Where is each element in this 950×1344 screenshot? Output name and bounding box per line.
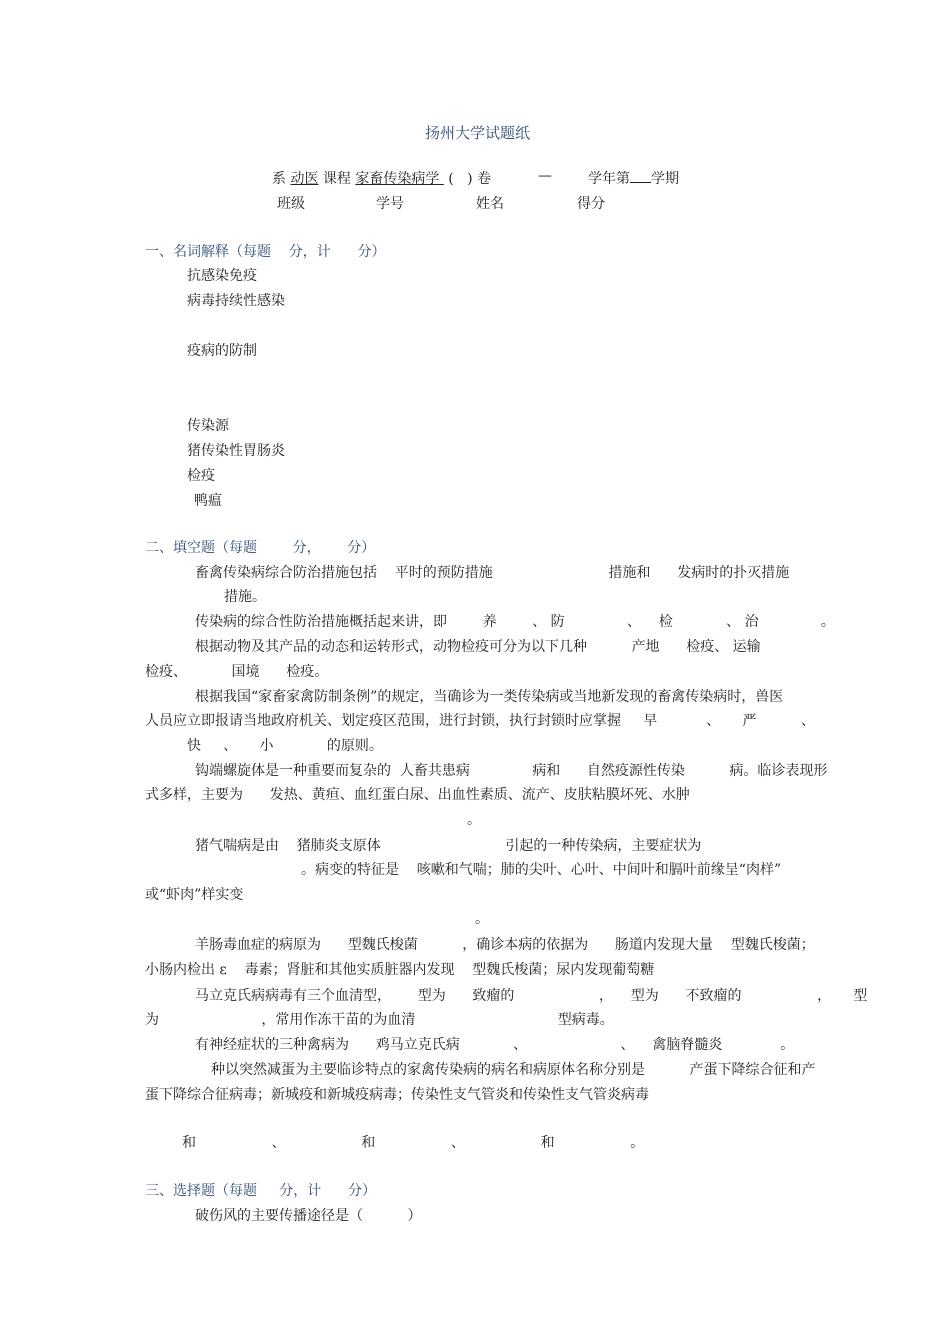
fill-q7-line1: 羊肠毒血症的病原为 型魏氏梭菌 ，确诊本病的依据为 肠道内发现大量 型魏氏梭菌；: [195, 937, 815, 953]
fill-q5-line3: 。: [467, 812, 481, 828]
course-value: 家畜传染病学: [355, 171, 440, 187]
class-label: 班级: [277, 196, 305, 212]
choice-q1: 破伤风的主要传播途径是（ ）: [195, 1208, 422, 1224]
section1-heading: 一、名词解释（每题 分，计 分）: [145, 244, 386, 260]
header-course-line: [272, 168, 491, 188]
fill-q4-line2: 人员应立即报请当地政府机关、划定疫区范围，进行封锁，执行封锁时应掌握 早 、 严 、: [145, 713, 815, 729]
fill-q8-line1: 马立克氏病病毒有三个血清型， 型为 致瘤的 ， 型为 不致瘤的 ， 型: [195, 988, 868, 1004]
fill-q4-line1: 根据我国“家畜家禽防制条例”的规定，当确诊为一类传染病或当地新发现的畜禽传染病时，兽医: [195, 689, 784, 705]
term-label: 学期: [651, 171, 679, 187]
name-label: 姓名: [476, 196, 504, 212]
term-item: 疫病的防制: [187, 343, 257, 359]
term-item: 传染源: [187, 418, 229, 434]
fill-q10-line2: 蛋下降综合征病毒；新城疫和新城疫病毒；传染性支气管炎和传染性支气管炎病毒: [145, 1087, 649, 1103]
fill-q10-line1: 种以突然减蛋为主要临诊特点的家禽传染病的病名和病原体名称分别是 产蛋下降综合征和产: [211, 1062, 816, 1078]
fill-q7-line2: 小肠内检出 ε 毒素；肾脏和其他实质脏器内发现 型魏氏梭菌；尿内发现葡萄糖: [145, 962, 655, 978]
fill-q5-line2: 式多样，主要为 发热、黄疸、血红蛋白尿、出血性素质、流产、皮肤粘膜坏死、水肿: [145, 787, 690, 803]
term-item: 鸭瘟: [194, 493, 222, 509]
fill-q9: 有神经症状的三种禽病为 鸡马立克氏病 、 、 禽脑脊髓炎 。: [195, 1037, 795, 1053]
term-item: 抗感染免疫: [187, 268, 257, 284]
fill-q6-line2: 。病变的特征是 咳嗽和气喘；肺的尖叶、心叶、中间叶和膈叶前缘呈“肉样”: [301, 862, 782, 878]
fill-q3-line1: 根据动物及其产品的动态和运转形式，动物检疫可分为以下几种 产地 检疫、 运输: [195, 639, 761, 655]
fill-q6-line3: 或“虾肉”样实变: [145, 887, 244, 903]
fill-q6-line4: 。: [475, 911, 489, 927]
term-item: 猪传染性胃肠炎: [187, 443, 285, 459]
fill-q10-line3: 和 、 和 、 和 。: [182, 1135, 645, 1151]
term-item: 病毒持续性感染: [187, 293, 285, 309]
fill-q2: 传染病的综合性防治措施概括起来讲，即 养 、 防 、 检 、 治 。: [195, 614, 835, 630]
section3-heading: 三、选择题（每题 分，计 分）: [145, 1183, 376, 1199]
fill-q3-line2: 检疫、 国境 检疫。: [145, 664, 329, 680]
section2-heading: 二、填空题（每题 分， 分）: [145, 540, 376, 556]
paper-label: ( ) 卷: [448, 171, 491, 187]
fill-q4-line3: 快 、 小 的原则。: [187, 738, 383, 754]
fill-q5-line1: 钩端螺旋体是一种重要而复杂的 人畜共患病 病和 自然疫源性传染 病。临诊表现形: [195, 763, 828, 779]
student-id-label: 学号: [376, 196, 404, 212]
dept-label: 系: [272, 171, 286, 187]
term-line: [588, 168, 679, 188]
fill-q8-line2: 为 ，常用作冻干苗的为血清 型病毒。: [145, 1012, 614, 1028]
fill-q1-line2: 措施。: [224, 589, 266, 605]
fill-q6-line1: 猪气喘病是由 猪肺炎支原体 引起的一种传染病，主要症状为: [195, 838, 702, 854]
year-dash: —: [538, 168, 552, 184]
term-blank: [630, 169, 651, 183]
dept-value: 动医: [290, 171, 319, 187]
term-item: 检疫: [187, 468, 215, 484]
page-title: 扬州大学试题纸: [425, 124, 531, 142]
course-label: 课程: [322, 171, 351, 187]
score-label: 得分: [577, 196, 605, 212]
fill-q1-line1: 畜禽传染病综合防治措施包括 平时的预防措施 措施和 发病时的扑灭措施: [195, 565, 790, 581]
year-label: 学年第: [588, 171, 630, 187]
